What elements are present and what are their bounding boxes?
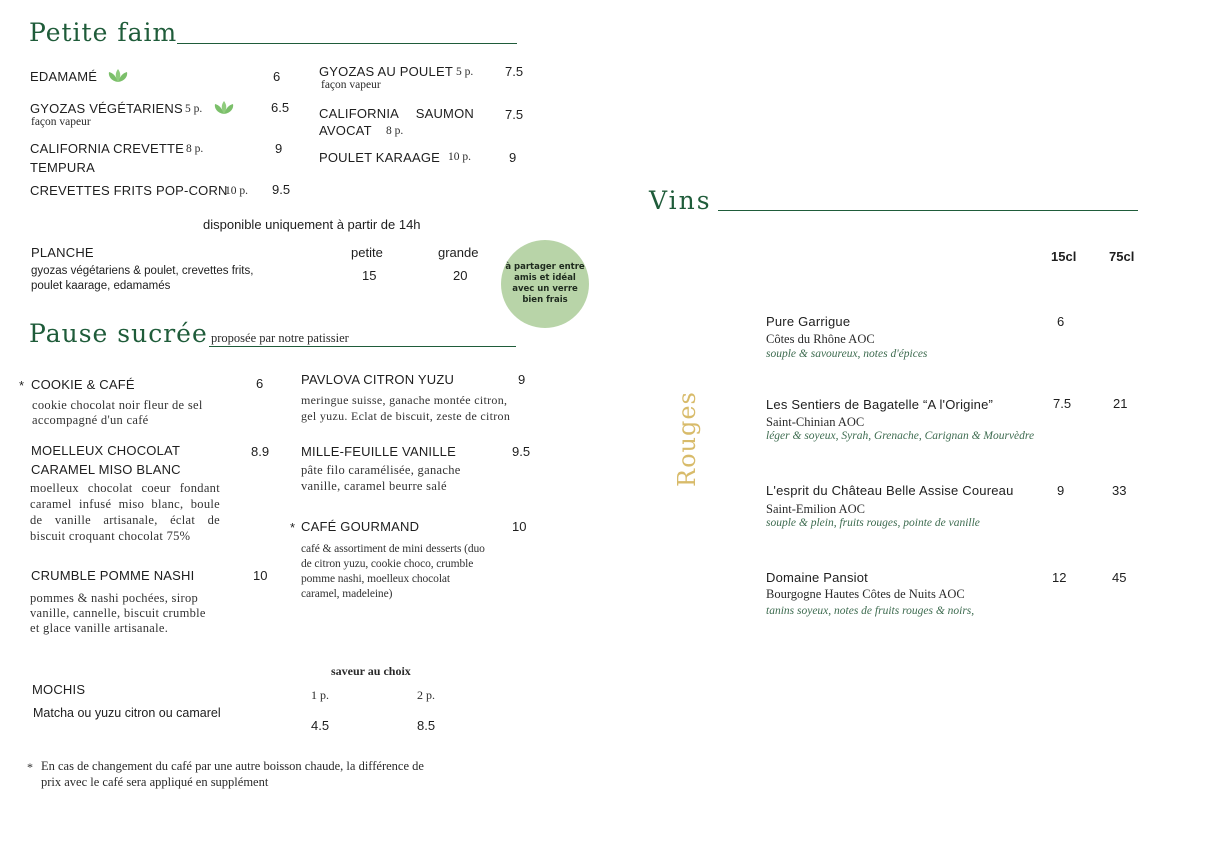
wine-price-15cl: 9 [1057,483,1065,498]
menu-item-qty: 10 p. [448,151,471,163]
mochis-name: MOCHIS [32,682,86,697]
title-rule [177,43,517,44]
dessert-name: MILLE-FEUILLE VANILLE [301,444,456,459]
share-badge-text: à partager entre amis et idéal avec un verre bien frais [505,262,585,305]
menu-item-name: POULET KARAAGE [319,150,441,165]
wine-price-15cl: 6 [1057,314,1065,329]
dessert-desc: de citron yuzu, cookie choco, crumble [301,558,474,570]
wine-notes: tanins soyeux, notes de fruits rouges & noirs, [766,605,975,617]
mochis-choice-label: saveur au choix [331,664,411,678]
menu-item-price: 9.5 [272,182,291,197]
footnote-star: * [19,378,25,393]
section-title-pause-sucree: Pause sucrée [29,319,208,348]
wine-region: Saint-Chinian AOC [766,415,865,429]
planche-price-small: 15 [362,268,377,283]
menu-item-name-line2: AVOCAT [319,123,372,138]
footnote-star: * [290,520,296,535]
menu-item-name: GYOZAS VÉGÉTARIENS [30,101,183,116]
wine-name: L'esprit du Château Belle Assise Coureau [766,483,1014,498]
mochis-qty-2: 2 p. [417,688,435,702]
planche-price-large: 20 [453,268,468,283]
dessert-price: 10 [512,519,527,534]
menu-item-price: 9 [275,141,283,156]
dessert-price: 6 [256,376,264,391]
wine-price-75cl: 21 [1113,396,1128,411]
dessert-price: 10 [253,568,268,583]
dessert-desc: moelleux chocolat coeur fondant [30,481,220,495]
wine-region: Côtes du Rhône AOC [766,332,875,346]
planche-size-large: grande [438,245,479,260]
planche-name: PLANCHE [31,245,94,260]
wine-name: Les Sentiers de Bagatelle “A l'Origine” [766,397,994,412]
dessert-desc: pâte filo caramélisée, ganache [301,463,461,477]
wine-price-75cl: 45 [1112,570,1127,585]
menu-item-qty: 10 p. [225,185,248,197]
dessert-name-line2: CARAMEL MISO BLANC [31,462,181,477]
dessert-price: 9 [518,372,526,387]
planche-desc: gyozas végétariens & poulet, crevettes frits, [31,265,254,277]
wine-region: Bourgogne Hautes Côtes de Nuits AOC [766,587,965,601]
mochis-desc: Matcha ou yuzu citron ou camarel [33,706,221,720]
wine-price-75cl: 33 [1112,483,1127,498]
section-subtitle: proposée par notre patissier [211,331,349,345]
menu-item-name: CREVETTES FRITS POP-CORN [30,183,228,198]
dessert-price: 8.9 [251,444,270,459]
section-title-petite-faim: Petite faim [29,18,178,47]
column-header-15cl: 15cl [1051,249,1077,264]
column-header-75cl: 75cl [1109,249,1135,264]
share-badge [501,240,589,328]
menu-item-price: 9 [509,150,517,165]
dessert-name: CAFÉ GOURMAND [301,519,420,534]
menu-item-qty: 8 p. [386,125,404,137]
wine-notes: léger & soyeux, Syrah, Grenache, Carignan & Mourvèdre [766,430,1035,442]
menu-item-qty: 8 p. [186,143,204,155]
mochis-price-2: 8.5 [417,718,436,733]
leaf-icon [107,68,129,84]
dessert-desc: et glace vanille artisanale. [30,621,169,635]
dessert-name: COOKIE & CAFÉ [31,377,135,392]
dessert-name: CRUMBLE POMME NASHI [31,568,195,583]
availability-note: disponible uniquement à partir de 14h [203,217,421,232]
mochis-qty-1: 1 p. [311,688,329,702]
footnote-text: prix avec le café sera appliqué en supplément [41,775,269,789]
dessert-desc: caramel infusé miso blanc, boule [30,497,220,511]
menu-item-name: CALIFORNIA SAUMON [319,106,474,121]
dessert-desc: pomme nashi, moelleux chocolat [301,573,451,585]
dessert-desc: caramel, madeleine) [301,588,393,600]
section-title-vins: Vins [649,186,712,215]
wine-region: Saint-Emilion AOC [766,502,865,516]
dessert-desc: biscuit croquant chocolat 75% [30,529,191,543]
dessert-desc: cookie chocolat noir fleur de sel [32,398,203,412]
wine-price-15cl: 7.5 [1053,396,1072,411]
menu-item-price: 7.5 [505,107,524,122]
menu-item-qty: 5 p. [456,66,474,78]
menu-item-name: EDAMAMÉ [30,69,98,84]
dessert-price: 9.5 [512,444,531,459]
planche-size-small: petite [351,245,383,260]
menu-item-price: 6.5 [271,100,290,115]
planche-desc: poulet kaarage, edamamés [31,280,171,292]
title-rule [718,210,1138,211]
mochis-price-1: 4.5 [311,718,330,733]
menu-item-sub: façon vapeur [321,79,381,91]
wine-notes: souple & plein, fruits rouges, pointe de vanille [766,517,980,529]
dessert-desc: gel yuzu. Eclat de biscuit, zeste de citron [301,409,511,423]
dessert-name: PAVLOVA CITRON YUZU [301,372,455,387]
section-label-rouges: Rouges [673,391,701,487]
menu-item-qty: 5 p. [185,103,203,115]
footnote-star: * [27,760,33,774]
subtitle-rule [209,346,516,347]
leaf-icon [213,100,235,116]
footnote-text: En cas de changement du café par une autre boisson chaude, la différence de [41,759,424,773]
dessert-desc: vanille, cannelle, biscuit crumble [30,606,206,620]
menu-item-price: 7.5 [505,64,524,79]
dessert-desc: accompagné d'un café [32,413,149,427]
wine-name: Pure Garrigue [766,314,851,329]
menu-item-name: GYOZAS AU POULET [319,64,453,79]
dessert-desc: café & assortiment de mini desserts (duo [301,543,485,555]
wine-notes: souple & savoureux, notes d'épices [766,348,928,360]
menu-item-sub: façon vapeur [31,116,91,128]
dessert-desc: pommes & nashi pochées, sirop [30,591,199,605]
menu-item-price: 6 [273,69,281,84]
dessert-desc: de vanille artisanale, éclat de [30,513,220,527]
menu-item-name-line2: TEMPURA [30,160,95,175]
menu-item-name: CALIFORNIA CREVETTE [30,141,185,156]
dessert-name: MOELLEUX CHOCOLAT [31,443,181,458]
wine-name: Domaine Pansiot [766,570,868,585]
dessert-desc: meringue suisse, ganache montée citron, [301,393,508,407]
wine-price-15cl: 12 [1052,570,1067,585]
dessert-desc: vanille, caramel beurre salé [301,479,447,493]
